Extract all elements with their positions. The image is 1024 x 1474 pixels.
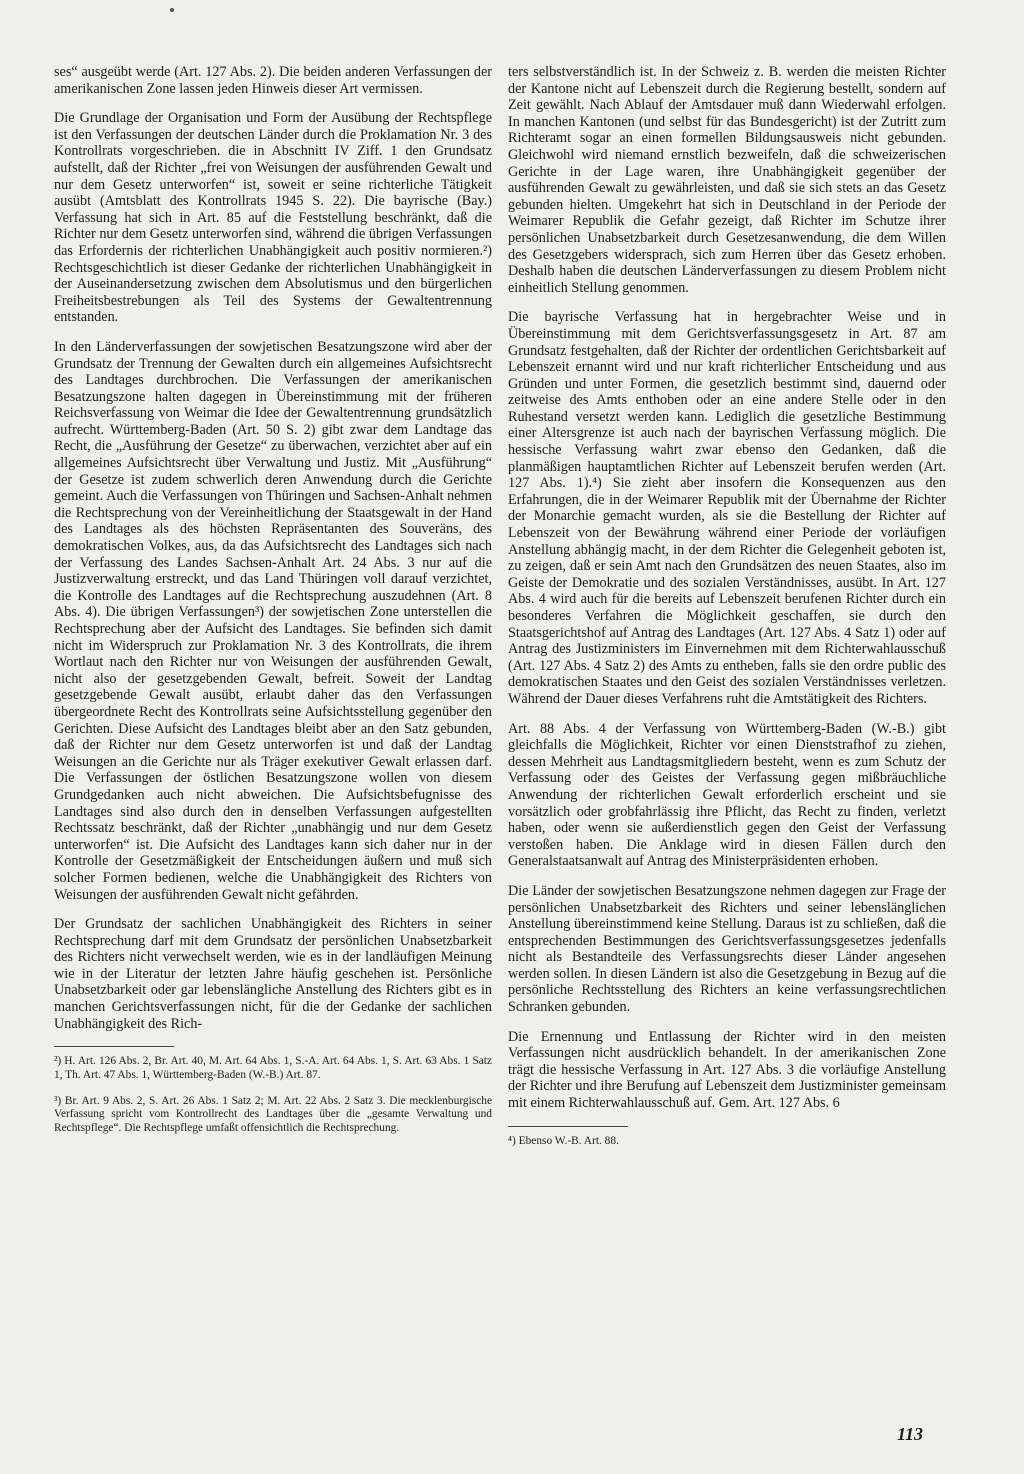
paragraph: Die Grundlage der Organisation und Form der Ausübung der Rechtspflege ist den Verfassungen der deutschen Länder durch die Proklamation Nr. 3 des Kontrollrats vorgeschrieben. die in Abschnitt IV Ziff. 1 den Grundsatz aufstellt, daß der Richter „frei von Weisungen der ausführenden Gewalt und nur dem Gesetz unterworfen“ ist, soweit er seine richterliche Tätigkeit ausübt (Amtsblatt des Kontrollrats 1945 S. 22). Die bayrische (Bay.) Verfassung hat sich in Art. 85 auf die Feststellung beschränkt, daß die Richter nur dem Gesetz unterworfen sind, während die übrigen Verfassungen das Erfordernis der richterlichen Unabhängigkeit auch positiv normieren.²) Rechtsgeschichtlich ist dieser Gedanke der richterlichen Unabhängigkeit in der Auseinandersetzung zwischen dem Absolutismus und den bürgerlichen Freiheitsbestrebungen als Teil des Systems der Gewaltentrennung entstanden. bbox=[54, 110, 492, 326]
print-speck bbox=[170, 8, 174, 12]
paragraph: Die bayrische Verfassung hat in hergebrachter Weise und in Übereinstimmung mit dem Gerichtsverfassungsgesetz in Art. 87 am Grundsatz festgehalten, daß der Richter der ordentlichen Gerichtsbarkeit auf Lebenszeit ernannt wird und nur kraft richterlicher Entscheidung und aus Gründen und unter Formen, die gesetzlich bestimmt sind, dauernd oder zeitweise des Amts enthoben oder an eine andere Stelle oder in den Ruhestand versetzt werden kann. Lediglich die gesetzliche Bestimmung einer Altersgrenze ist auch nach der bayrischen Verfassung möglich. Die hessische Verfassung wahrt zwar ebenso den Gedanken, daß die planmäßigen hauptamtlichen Richter auf Lebenszeit berufen werden (Art. 127 Abs. 1).⁴) Sie zieht aber insofern die Konsequenzen aus den Erfahrungen, die in der Weimarer Republik mit der Übernahme der Richter der Monarchie gemacht wurden, als sie die Bestellung der Richter auf Lebenszeit von der Bewährung während einer Periode der vorläufigen Anstellung abhängig macht, in der dem Richter die Gelegenheit geboten ist, zu zeigen, daß er sein Amt nach den Grundsätzen des neuen Staates, also im Geiste der Demokratie und des sozialen Verständnisses, ausübt. In Art. 127 Abs. 4 wird auch für die bereits auf Lebenszeit berufenen Richter durch ein besonderes Verfahren die Möglichkeit geschaffen, sie durch den Staatsgerichtshof auf Antrag des Landtages (Art. 127 Abs. 4 Satz 1) oder auf Antrag des Justizministers im Einvernehmen mit dem Richterwahlausschuß (Art. 127 Abs. 4 Satz 2) des Amts zu entheben, falls sie den ordre public des demokratischen Staates und den Geist des sozialen Verständnisses verletzen. Während der Dauer dieses Verfahrens ruht die Amtstätigkeit des Richters. bbox=[508, 309, 946, 707]
footnote: ⁴) Ebenso W.-B. Art. 88. bbox=[508, 1134, 619, 1147]
footnote: ³) Br. Art. 9 Abs. 2, S. Art. 26 Abs. 1 Satz 2; M. Art. 22 Abs. 2 Satz 3. Die mecklenburgische Verfassung spricht vom Kontrollrecht des Landtages über die „gesamte Verwaltung und Rechtspflege“. Die Rechtspflege umfaßt offensichtlich die Rechtsprechung. bbox=[54, 1095, 492, 1134]
page-number: 113 bbox=[897, 1424, 924, 1444]
left-column bbox=[54, 64, 492, 1148]
paragraph: ses“ ausgeübt werde (Art. 127 Abs. 2). Die beiden anderen Verfassungen der amerikanischen Zone lassen jeden Hinweis dieser Art vermissen. bbox=[54, 64, 492, 97]
paragraph: Die Ernennung und Entlassung der Richter wird in den meisten Verfassungen nicht ausdrücklich behandelt. In der amerikanischen Zone trägt die hessische Verfassung in Art. 127 Abs. 3 die vorläufige Anstellung der Richter und ihre Berufung auf Lebenszeit dem Justizminister gemeinsam mit einem Richterwahlausschuß auf. Gem. Art. 127 Abs. 6 bbox=[508, 1028, 946, 1112]
paragraph: Der Grundsatz der sachlichen Unabhängigkeit des Richters in seiner Rechtsprechung darf mit dem Grundsatz der persönlichen Unabsetzbarkeit des Richters nicht verwechselt werden, wie es in der landläufigen Meinung wie in der Literatur der letzten Jahre häufig geschehen ist. Persönliche Unabsetzbarkeit oder gar lebenslängliche Anstellung des Richters gibt es in manchen Gerichtsverfassungen nicht, für die der Gedanke der sachlichen Unabhängigkeit des Rich- bbox=[54, 916, 492, 1032]
paragraph: Die Länder der sowjetischen Besatzungszone nehmen dagegen zur Frage der persönlichen Unabsetzbarkeit des Richters und seiner lebenslänglichen Anstellung übereinstimmend keine Stellung. Daraus ist zu schließen, daß die entsprechenden Bestimmungen des Gerichtsverfassungsgesetzes jedenfalls nicht als Bestandteile des Verfassungsrechts dieser Länder angesehen werden sollen. In diesen Ländern ist also die Gesetzgebung in Bezug auf die persönliche Rechtsstellung des Richters an keine verfassungsrechtlichen Schranken gebunden. bbox=[508, 882, 946, 1016]
footnote-divider bbox=[508, 1126, 628, 1127]
footnote: ²) H. Art. 126 Abs. 2, Br. Art. 40, M. Art. 64 Abs. 1, S.-A. Art. 64 Abs. 1, S. Art. 63 Abs. 1 Satz 1, Th. Art. 47 Abs. 1, Württemberg-Baden (W.-B.) Art. 87. bbox=[54, 1055, 492, 1081]
paragraph: ters selbstverständlich ist. In der Schweiz z. B. werden die meisten Richter der Kantone nicht auf Lebenszeit durch die Regierung bestellt, sondern auf Zeit gewählt. Nach Ablauf der Amtsdauer muß dann Wiederwahl erfolgen. In manchen Kantonen (und selbst für das Bundesgericht) ist der Zutritt zum Richteramt sogar an einen formellen Bildungsausweis nicht gebunden. Gleichwohl wird niemand ernstlich bezweifeln, daß die schweizerischen Gerichte in der Lage waren, ihre Unabhängigkeit gegenüber der ausführenden Gewalt zu gewährleisten, und daß sie sich stets an das Gesetz gebunden hielten. Umgekehrt hat sich in Deutschland in der Periode der Weimarer Republik die Gefahr gezeigt, daß Richter im Schutze ihrer persönlichen Unabsetzbarkeit durch Gesetzesanwendung, die dem Willen des Gesetzgebers widersprach, sich zum Herren über das Gesetz erhoben. Deshalb haben die deutschen Länderverfassungen zu diesem Problem nicht einheitlich Stellung genommen. bbox=[508, 64, 946, 296]
paragraph: In den Länderverfassungen der sowjetischen Besatzungszone wird aber der Grundsatz der Trennung der Gewalten durch ein allgemeines Aufsichtsrecht des Landtages durchbrochen. Die Verfassungen der amerikanischen Besatzungszone halten dagegen in Übereinstimmung mit der früheren Reichsverfassung von Weimar die Idee der Gewaltentrennung grundsätzlich aufrecht. Württemberg-Baden (Art. 50 S. 2) gibt zwar dem Landtage das Recht, die „Ausführung der Gesetze“ zu überwachen, verzichtet aber auf ein allgemeines Aufsichtsrecht über Verwaltung und Justiz. Mit „Ausführung“ der Gesetze ist zudem schwerlich deren Anwendung durch die Gerichte gemeint. Auch die Verfassungen von Thüringen und Sachsen-Anhalt nehmen die Rechtsprechung von der Vereinheitlichung der Staatsgewalt in der Hand des Landtages als des höchsten Repräsentanten des Souveräns, des demokratischen Volkes, aus, da das Aufsichtsrecht des Landtages sich nach der Verfassung des Landes Sachsen-Anhalt Art. 24 Abs. 3 nur auf die Justizverwaltung erstreckt, und das Land Thüringen voll darauf verzichtet, die Kontrolle des Landtages auf die Rechtsprechung auszudehnen (Art. 8 Abs. 4). Die übrigen Verfassungen³) der sowjetischen Zone unterstellen die Rechtsprechung aber der Aufsicht des Landtages. Sie befinden sich damit nicht im Widerspruch zur Proklamation Nr. 3 des Kontrollrats, die ihrem Wortlaut nach den Richter nur von Weisungen der ausführenden Gewalt, nicht also der gesetzgebenden Gewalt, befreit. Soweit der Landtag gesetzgebende Gewalt ausübt, erlaubt daher das den Verfassungen übergeordnete Recht des Kontrollrats seine Aufsichtsstellung gegenüber den Gerichten. Diese Aufsicht des Landtages bleibt aber an den Satz gebunden, daß der Richter nur dem Gesetz unterworfen ist und daß der Landtag Weisungen an die Gerichte nur als Träger exekutiver Gewalt erlassen darf. Die Verfassungen der östlichen Besatzungszone wollen von diesem Grundgedanken auch nicht abweichen. Die Aufsichtsbefugnisse des Landtages sind also durch den in denselben Verfassungen aufgestellten Rechtssatz beschränkt, daß der Richter „unabhängig und nur dem Gesetz unterworfen“ ist. Die Aufsicht des Landtages kann sich daher nur in der Kontrolle der Gesetzmäßigkeit der Entscheidungen äußern und muß sich solcher Formen bedienen, welche die Unabhängigkeit des Richters von Weisungen der ausführenden Gewalt nicht gefährden. bbox=[54, 338, 492, 903]
right-column bbox=[508, 64, 946, 1161]
footnote-divider bbox=[54, 1046, 174, 1047]
paragraph: Art. 88 Abs. 4 der Verfassung von Württemberg-Baden (W.-B.) gibt gleichfalls die Möglichkeit, Richter vor einen Dienststrafhof zu ziehen, dessen Mehrheit aus Landtagsmitgliedern besteht, wenn es zum Schutz der Verfassung oder des Geistes der Verfassung gegen mißbräuchliche Anwendung der richterlichen Gewalt erforderlich erscheint und sie vorsätzlich oder grobfahrlässig ihre Pflicht, das Recht zu finden, verletzt haben, oder wenn sie außerdienstlich gegen den Geist der Verfassung verstoßen haben. Die Anklage wird in diesen Fällen durch den Generalstaatsanwalt auf Antrag des Ministerpräsidenten erhoben. bbox=[508, 720, 946, 870]
